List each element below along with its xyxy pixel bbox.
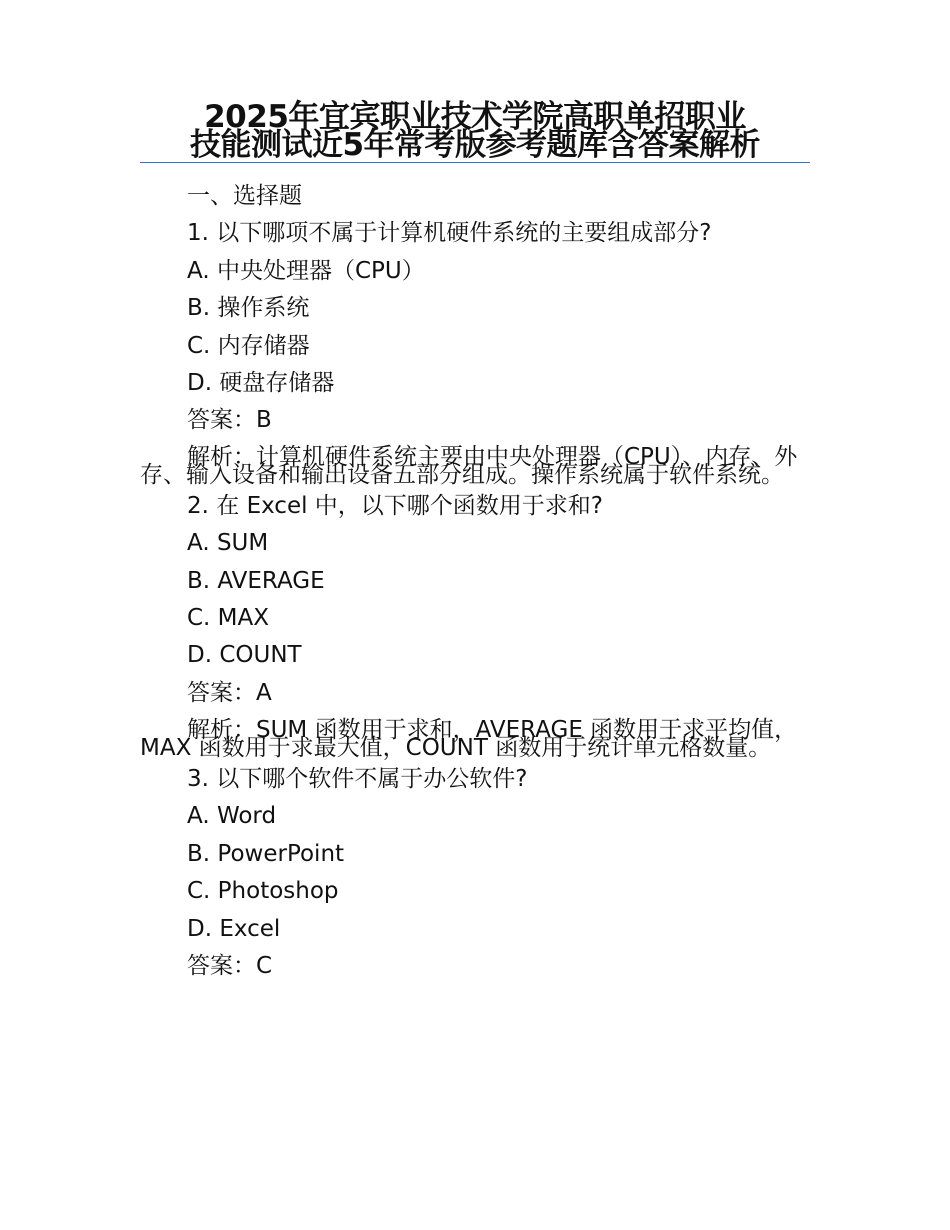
option-d: D. 硬盘存储器 bbox=[187, 369, 335, 396]
option-b: B. 操作系统 bbox=[187, 295, 310, 322]
option-a: A. SUM bbox=[187, 530, 269, 557]
section-heading: 一、选择题 bbox=[187, 183, 302, 209]
option-c: C. MAX bbox=[187, 604, 270, 631]
answer-text: 答案：C bbox=[187, 953, 273, 980]
option-b: B. AVERAGE bbox=[187, 567, 325, 594]
analysis-text: 解析：计算机硬件系统主要由中央处理器（CPU）、内存、外存、输入设备和输出设备五部分组成。操作系统属于软件系统。 bbox=[140, 443, 798, 488]
title-line-1: 2025年宜宾职业技术学院高职单招职业 bbox=[204, 99, 746, 135]
question-text: 2. 在 Excel 中，以下哪个函数用于求和? bbox=[187, 492, 604, 519]
answer-text: 答案：B bbox=[187, 407, 272, 434]
option-c: C. Photoshop bbox=[187, 878, 339, 905]
option-a: A. 中央处理器（CPU） bbox=[187, 257, 425, 284]
option-b: B. PowerPoint bbox=[187, 840, 345, 867]
question-text: 1. 以下哪项不属于计算机硬件系统的主要组成部分? bbox=[187, 220, 712, 247]
title-line-2: 技能测试近5年常考版参考题库含答案解析 bbox=[189, 127, 761, 163]
answer-text: 答案：A bbox=[187, 679, 272, 706]
option-d: D. COUNT bbox=[187, 642, 302, 669]
option-c: C. 内存储器 bbox=[187, 332, 310, 359]
option-a: A. Word bbox=[187, 803, 277, 830]
page-title bbox=[140, 99, 810, 163]
title-underline bbox=[140, 162, 810, 163]
question-text: 3. 以下哪个软件不属于办公软件? bbox=[187, 766, 528, 793]
analysis-text: 解析：SUM 函数用于求和，AVERAGE 函数用于求平均值，MAX 函数用于求最大值，COUNT 函数用于统计单元格数量。 bbox=[140, 717, 798, 762]
document-body bbox=[140, 178, 810, 985]
option-d: D. Excel bbox=[187, 915, 281, 942]
